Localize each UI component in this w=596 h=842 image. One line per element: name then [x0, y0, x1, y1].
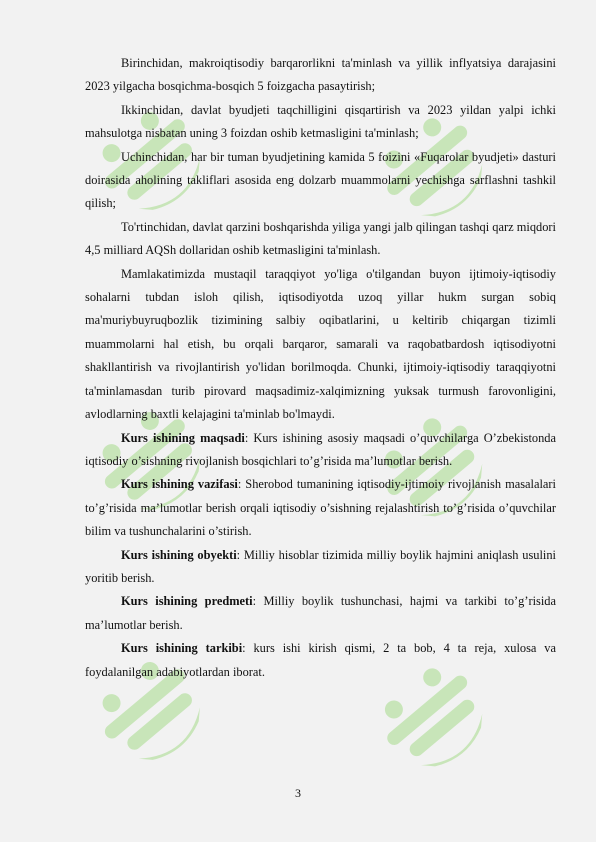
paragraph-heading: Kurs ishining obyekti — [121, 547, 237, 562]
paragraph-course-subject — [85, 590, 556, 637]
paragraph-course-structure — [85, 637, 556, 684]
paragraph — [85, 52, 556, 99]
paragraph-course-goal — [85, 427, 556, 474]
paragraph — [85, 99, 556, 146]
paragraph-text: : Sherobod tumanining iqtisodiy-ijtimoiy rivojlanish masalalari to’g’risida ma’lumotlar berish orqali iqtisodiy o’sishning rejalashtirish to’g’risida o’quvchilar bilim va tushunchalarini o’stirish. — [85, 477, 556, 539]
paragraph-heading: Kurs ishining tarkibi — [121, 641, 243, 656]
document-body — [85, 52, 556, 684]
paragraph — [85, 263, 556, 427]
paragraph-course-object — [85, 544, 556, 591]
paragraph-heading: Kurs ishining vazifasi — [121, 477, 238, 492]
paragraph-text: : kurs ishi kirish qismi, 2 ta bob, 4 ta reja, xulosa va foydalanilgan adabiyotlardan iborat. — [85, 641, 556, 679]
paragraph — [85, 216, 556, 263]
paragraph-text: Ikkinchidan, davlat byudjeti taqchilligini qisqartirish va 2023 yildan yalpi ichki mahsulotga nisbatan uning 3 foizdan oshib ketmasligini ta'minlash; — [85, 102, 556, 141]
paragraph — [85, 146, 556, 216]
paragraph-text: : Milliy boylik tushunchasi, hajmi va tarkibi to’g’risida ma’lumotlar berish. — [85, 594, 556, 632]
paragraph-course-task — [85, 473, 556, 543]
paragraph-text: Mamlakatimizda mustaqil taraqqiyot yo'liga o'tilgandan buyon ijtimoiy-iqtisodiy sohalarni tubdan isloh qilish, iqtisodiyotda uzoq yillar hukm surgan sobiq ma'muriybuyruqbozlik tizimining salbiy oqibatlarini, u keltirib chiqargan tizimli muammolarni hal etish, bu orqali barqaror, samarali va raqobatbardosh iqtisodiyotni shakllantirish va rivojlantirish yo'lidan borilmoqda. Chunki, ijtimoiy-iqtisodiy taraqqiyotni ta'minlamasdan turib pirovard maqsadimiz-xalqimizning yuksak turmush farovonligini, avlodlarning baxtli kelajagini ta'minlab bo'lmaydi. — [85, 266, 556, 422]
paragraph-text: Uchinchidan, har bir tuman byudjetining kamida 5 foizini «Fuqarolar byudjeti» dasturi doirasida aholining takliflari asosida eng dolzarb muammolarni yechishga sarflashni tashkil qilish; — [85, 149, 556, 211]
paragraph-text: : Milliy hisoblar tizimida milliy boylik hajmini aniqlash usulini yoritib berish. — [85, 547, 556, 585]
paragraph-heading: Kurs ishining maqsadi — [121, 430, 245, 445]
page-number: 3 — [295, 786, 301, 800]
paragraph-text: To'rtinchidan, davlat qarzini boshqarishda yiliga yangi jalb qilingan tashqi qarz miqdori 4,5 milliard AQSh dollaridan oshib ketmasligini ta'minlash. — [85, 219, 556, 258]
paragraph-heading: Kurs ishining predmeti — [121, 594, 253, 609]
paragraph-text: : Kurs ishining asosiy maqsadi o’quvchilarga O’zbekistonda iqtisodiy o’sishning rivojlanish bosqichlari to’g’risida ma’lumotlar berish. — [85, 430, 556, 468]
paragraph-text: Birinchidan, makroiqtisodiy barqarorlikni ta'minlash va yillik inflyatsiya darajasini 2023 yilgacha bosqichma-bosqich 5 foizgacha pasaytirish; — [85, 56, 556, 94]
